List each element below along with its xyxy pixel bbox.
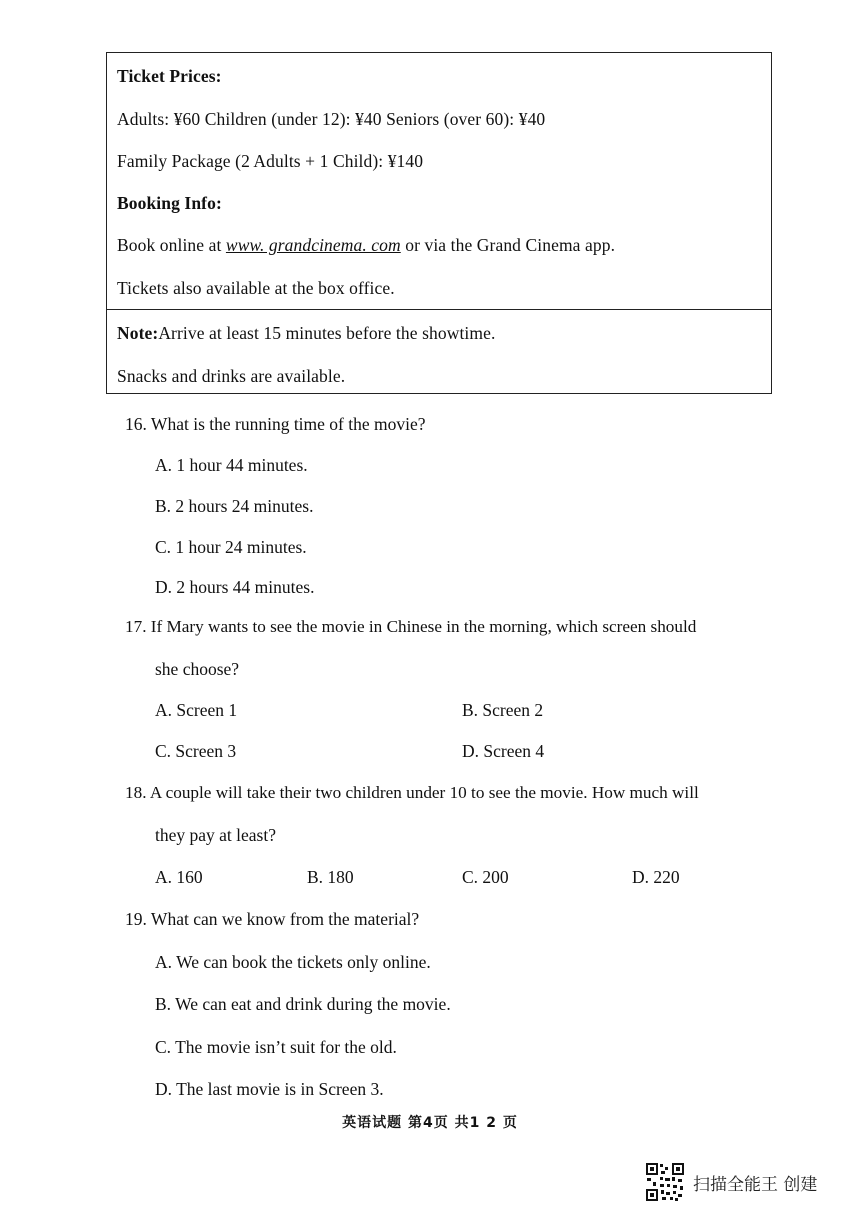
question-16: 16. What is the running time of the movie? [125, 414, 426, 434]
question-18-cont: they pay at least? [155, 825, 276, 845]
q16-option-b: B. 2 hours 24 minutes. [155, 496, 314, 516]
qr-code-icon [645, 1162, 685, 1202]
box-office-line: Tickets also available at the box office. [117, 278, 395, 298]
box-divider [107, 309, 771, 310]
question-19: 19. What can we know from the material? [125, 909, 420, 929]
notice-box [106, 52, 772, 394]
booking-online-line: Book online at www. grandcinema. com or via the Grand Cinema app. [117, 235, 616, 255]
q16-option-c: C. 1 hour 24 minutes. [155, 537, 307, 557]
q17-option-b: B. Screen 2 [462, 700, 544, 720]
prices-line: Adults: ¥60 Children (under 12): ¥40 Seniors (over 60): ¥40 [117, 109, 546, 129]
q18-option-a: A. 160 [155, 867, 203, 887]
page-footer: 英语试题 第4页 共1 2 页 [342, 1115, 518, 1131]
question-18: 18. A couple will take their two children under 10 to see the movie. How much will [125, 783, 699, 802]
q18-option-b: B. 180 [307, 867, 354, 887]
question-17-cont: she choose? [155, 659, 240, 679]
family-package-line: Family Package (2 Adults + 1 Child): ¥140 [117, 151, 424, 171]
q19-option-b: B. We can eat and drink during the movie. [155, 994, 451, 1014]
q18-option-c: C. 200 [462, 867, 509, 887]
q19-option-d: D. The last movie is in Screen 3. [155, 1079, 384, 1099]
q16-option-d: D. 2 hours 44 minutes. [155, 577, 315, 597]
note-line: Note:Arrive at least 15 minutes before the showtime. [117, 323, 496, 343]
q19-option-a: A. We can book the tickets only online. [155, 952, 431, 972]
booking-info-heading: Booking Info: [117, 193, 222, 213]
q16-option-a: A. 1 hour 44 minutes. [155, 455, 308, 475]
snacks-line: Snacks and drinks are available. [117, 366, 346, 386]
ticket-prices-heading: Ticket Prices: [117, 66, 222, 86]
q17-option-c: C. Screen 3 [155, 741, 237, 761]
question-17: 17. If Mary wants to see the movie in Chinese in the morning, which screen should [125, 617, 697, 636]
q19-option-c: C. The movie isn’t suit for the old. [155, 1037, 397, 1057]
q17-option-d: D. Screen 4 [462, 741, 545, 761]
scanner-watermark [645, 1162, 817, 1202]
q18-option-d: D. 220 [632, 867, 680, 887]
website-link[interactable]: www. grandcinema. com [225, 235, 401, 255]
note-label: Note: [117, 323, 159, 343]
q17-option-a: A. Screen 1 [155, 700, 238, 720]
watermark-text: 扫描全能王 创建 [693, 1174, 818, 1195]
